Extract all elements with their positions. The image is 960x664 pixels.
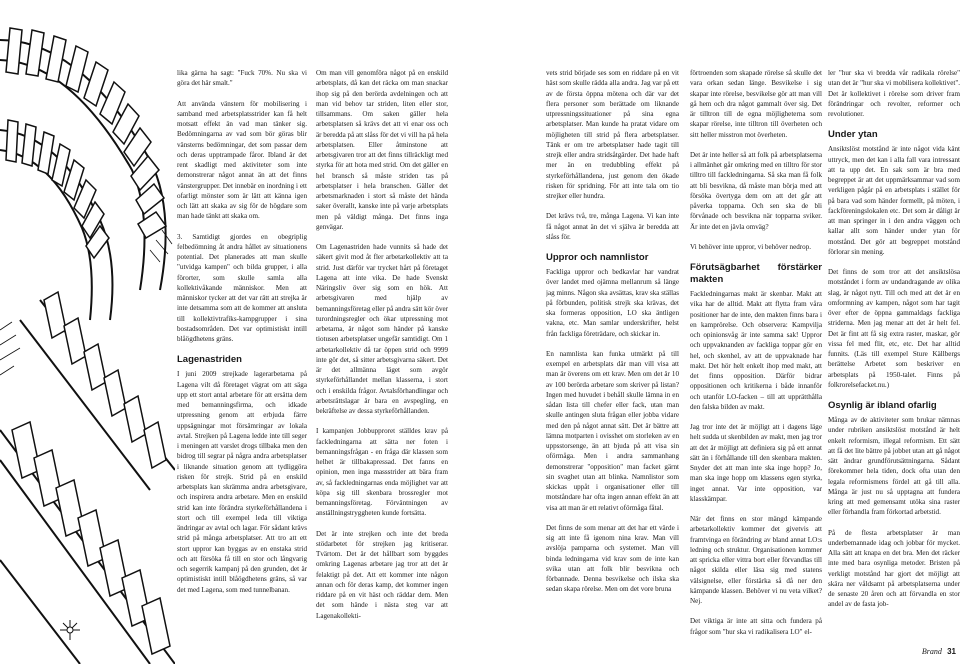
page-number: 31 bbox=[947, 647, 956, 656]
page-footer bbox=[922, 647, 956, 656]
section-heading: Osynlig är ibland ofarlig bbox=[828, 400, 937, 411]
paragraph: Fackliga uppror och bedkavlar har vandrat över landet med ojämna mellanrum så länge jag minns. Någon ska avsättas, krav ska ställas på förbunden, politisk strejk ska krävas, det ska formeras opposition, LO ska äntligen vakna, etc. Man samlar underskrifter, helst från fackliga företrädare, och skickar in. bbox=[546, 268, 679, 338]
section-heading: Uppror och namnlistor bbox=[546, 252, 649, 263]
paragraph: Det är inte strejken och inte det breda stödarbetet för strejken jag kritiserar. Tvärtom. Det är det hållbart som byggdes omkring Lagenas arbetare jag tror att det är felaktigt på det. Att ett kommer inte någon annan och för deras kamp, det kommer ingen riddare på en vit häst och räddar dem. Men det som hände i nästa steg var att Lagenakollekti- bbox=[316, 529, 448, 620]
magazine-signature: Brand bbox=[921, 647, 942, 656]
paragraph: Det krävs två, tre, många Lagena. Vi kan inte få något annat än det vi själva är beredda att slåss för. bbox=[546, 212, 679, 241]
paragraph: Jag tror inte det är möjligt att i dagens läge helt sudda ut skenbilden av makt, men jag tror att det är möjligt att definiera sig på ett annat sätt än i förhållande till den skenbara makten. Snyder det att man inte ska inge hopp? Jo, man ska inge hopp om klassens egen styrka, inget annat. Var inte opposition, var klasskämpar. bbox=[690, 423, 822, 503]
railroad-track-illustration bbox=[0, 0, 175, 664]
paragraph: förtroenden som skapade rörelse så skulle det vara orkan sedan länge. Besvikelse i sig skapar inte rörelse, besvikelse gör att man vill gå hem och dra något gammalt över sig. Det är tilltron till de egna möjligheterna som skapar rörelse, inte tilltron till överheten och sitt heller misstron mot överheten. bbox=[690, 69, 822, 139]
paragraph: Det viktiga är inte att sitta och fundera på frågor som "hur ska vi radikalisera LO" el- bbox=[690, 617, 822, 636]
paragraph: När det finns en stor mängd kämpande arbetarkollektiv kommer det givetvis att framtvinga en förändring av bland annat LO:s ledning och struktur. Organisationen kommer att spricka eller vittra bort eller förvandlas till något skilda eller läsa sig med statens välsignelse, eller förstärka så då ner den kämpande klassen. Behöver vi nu veta vilket? Nej. bbox=[690, 515, 822, 605]
text-column-4 bbox=[690, 68, 822, 638]
section-heading: Lagenastriden bbox=[177, 354, 242, 366]
paragraph: Det finns de som tror att det ansiktslösa motståndet i form av undandragande av olika slag, är något nytt. Till och med att det är en omformning av kampen, något som har tagit över efter de öppna gammaldags fackliga striderna. Men jag menar att det är helt fel. Det är fint att få sig extra raster, maskar, gör vissa fel med flit, etc, etc. Det har alltid funnits. (Läs till exempel Sture Källbergs berättelse Arbetet som beskriver en arbetsplats på 1950-talet. Finns på folkrorelsefacket.nu.) bbox=[828, 268, 960, 389]
paragraph: En namnlista kan funka utmärkt på till exempel en arbetsplats där man vill visa att man är överens om ett krav. Men om det är 10 av 100 berörda arbetare som skriver på listan? Ingen med huvudet i behåll skulle lämna in en sådan lista till chefer eller fack, utan man skulle antingen sluta frågan eller jobba vidare med den på något annat sätt. Det är bättre att lämna motparten i ovisshet om storleken av en uppsstorsenge, än att bjuda på att visa sin oförmåga. Men i andra sammanhang demonstrerar "opposition" man facket gärnt sin svaghet utan att blinka. Namnlistor som skickas uppåt i organisationer eller till motståndare har ofta ingen annan effekt än att visa att man är ett relativt oförmåga fåtal. bbox=[546, 349, 679, 512]
paragraph: vets strid började ses som en riddare på en vit häst som skulle rädda alla andra. Jag var på ett av de första öppna mötena och där var det flera personer som berättade om liknande utpressningssituationer på sina egna arbetsplatser. Man kunde ha pratat vidare om möjligheten till strid på flera arbetsplatser. Tänk er om tre arbetsplatser hade tagit till strejk eller andra stridsåtgärder. Det hade haft mer än en tredubbling effekt på styrkeförhållandena, just genom den ökade risken för spridning. För att inte tala om tio strejker eller hundra. bbox=[546, 69, 679, 200]
paragraph: Många av de aktiviteter som brukar nämnas under rubriken ansiktslöst motstånd är helt enkelt reformism, illegal reformism. Ett sätt att få det lite bättre på jobbet utan att gå något sätt ändrar grundförutsättningarna. Sådant förekommer hela tiden, dock ofta utan den legala reformismens fördel att gå till alla. Många är just nu så upptagna att fundera kring att med gemensamt utöka sina raster eller förhandla fram förkortad arbetstid. bbox=[828, 416, 960, 517]
section-heading: Förutsägbarhet förstärker makten bbox=[690, 262, 822, 285]
paragraph: I juni 2009 strejkade lagerarbetarna på Lagena vilt då företaget vägrat om att säga upp ett stort antal arbetare för att ersätta dem med bemanningsfirma, och idkade utpressning genom att erbjuda färre uppsägningar mot försämringar av lokala avtal. Strejken på Lagena ledde inte till seger i meningen att varslet drogs tillbaka men den bidrog till segrar på några andra arbetsplatser i liknande situation genom att tydliggöra risken för strejk. Strid på en enskild arbetsplats kan skrämma andra arbetsgivare, och inspirera andra arbetare. Men en enskild strid kan inte förändra styrkeförhållandena i stort och till exempel leda till viktiga ändringar av avtal och lagar. För sådant krävs strid på många arbetsplatser. Att tro att ett stort uppror kan byggas av en enstaka strid och att försöka få till en stor och långvarig och segerrik kampanj på den grunden, det är optimistiskt intill blåögdhetens gräns, så var det med Lagena, som med tunnelbanan. bbox=[177, 370, 307, 594]
paragraph: Ansiktslöst motstånd är inte något vida känt uttryck, men det kan i alla fall vara intressant att ta upp det. En sak som är bra med begreppet är att det uppmärksammar vad som verkligen pågår på en arbetsplats i stället för på bara vad som händer formellt, på möten, i fackföreningslokalen etc. Det som är dåligt är att man springer in i den andra väggen och kallar allt som händer under ytan för motstånd. Det gör att begreppet motstånd förlorar sin mening. bbox=[828, 145, 960, 256]
paragraph: 3. Samtidigt gjordes en obegriplig felbedömning åt andra hållet av situationens potential. Det planerades att man skulle "utvidga kampen" och bilda grupper, i alla förorter, som skulle samla alla kollektivåkande människor. Men att människor tycker att det var rätt att strejka är inte detsamma som att de kommer att ansluta till kollektivtrafiks-kampgrupper i sina bostadsområden. Det var optimistiskt intill blåögdhetens gräns. bbox=[177, 232, 307, 343]
paragraph: Om Lagenastriden hade vunnits så hade det säkert givit mod åt fler arbetarkollektiv att ta strid. Just därför var trycket hårt på företaget Lagena att inte vika. De hade Svenskt Näringsliv över sig som en hök. Att arbetsgivaren med hjälp av bemanningsföretag eller på andra sätt kör över turordningsregler och ökar utpressning mot arbetarna, är något som händer på kanske tiotusen arbetsplatser ungefär samtidigt. Om 1 arbetarkollektiv då tar öppen strid och 9999 inte gör det, så sitter arbetsgivarna säkert. Det är det allmänna läget som avgör styrkeförhållandet mellan klasserna, i stort och i enskilda frågor. Avtalsförhandlingar och arbetsrättslagar är bara en avspegling, en bekräftelse av dessa styrkeförhållanden. bbox=[316, 243, 448, 415]
paragraph: Fackledningarnas makt är skenbar. Makt att vika har de alltid. Makt att flytta fram våra positioner har de inte, den makten finns bara i en kamprörelse. Och observera: Kampvilja och opinionsvåg är inte samma sak! Uppror och uppvaknanden av fackliga toppar gör en hel, och skenhel, av att de uppvaknade har makt. Det hör helt enkelt ihop med makt, att det finns opposition. Därför bidrar oppositionen och kritikerna i både innanför och utanför LO-facken – till att upprätthålla den falska bilden av makt. bbox=[690, 290, 822, 411]
section-heading: Under ytan bbox=[828, 129, 878, 141]
paragraph: Vi behöver inte uppror, vi behöver nedrop. bbox=[690, 242, 812, 251]
text-column-5 bbox=[828, 68, 960, 638]
paragraph: Om man vill genomföra något på en enskild arbetsplats, då kan det räcka om man snackar ihop sig på den berörda avdelningen och att man vid behov tar striden, liten eller stor, tillsammans. Om saken gäller hela arbetsplatsen så krävs det att vi enar oss och är beredda på att slåss för det vi vill ha på hela arbetsplatsen. Eller åtminstone att arbetsgivaren tror att det finns tillräckligt med styrka för att hota med strid. Om det gäller en hel bransch så måste striden tas på arbetsplatser i hela branschen. Gäller det arbetsmarknaden i stort så måste det hända saker överallt, kanske inte på varje arbetsplats men på väldigt många. Det finns inga genvägar. bbox=[316, 69, 448, 231]
text-column-1 bbox=[177, 68, 307, 638]
paragraph: Det är inte heller så att folk på arbetsplatserna i allmänhet går omkring med en tilltro för stor tilltro till fackledningarna. Så ska man få folk att bli besvikna, då måste man börja med att försöka övertyga dem om att det går att påverka topparna. Och sen ska de bli förvånade och besvikna när topparna sviker. Är inte det en jävla omväg? bbox=[690, 150, 822, 231]
text-column-2 bbox=[316, 68, 448, 638]
paragraph: Det finns de som menar att det har ett värde i sig att inte få igenom nina krav. Man vill avslöja pamparna och systemet. Man vill binda ledningarna vid krav som de inte kan svika utan att folk blir besvikna och förbannade. Denna besvikelse och ilska ska sedan skapa rörelse. Men om det vore bruna bbox=[546, 523, 679, 594]
text-column-3 bbox=[546, 68, 679, 638]
paragraph: I kampanjen Jobbupproret ställdes krav på fackledningarna att sätta ner foten i bemanningsfrågan - en fråga där klassen som helhet är tillbakapressad. Det fanns en opinion, men inga massstrider att bära fram av, så fackledningarnas enda möjlighet var att köpa sig till skenbara brossregler mot bemanningsföretag. Förväntningen av anställningstryggheten kunde fortsätta. bbox=[316, 427, 448, 518]
paragraph: lika gärna ha sagt: "Fuck 70%. Nu ska vi göra det här smalt." bbox=[177, 69, 307, 88]
paragraph: På de flesta arbetsplatser är man underbemannade idag och jobbar för mycket. Alla sätt att knapa en det bra. Men det räcker inte med bara osynliga metoder. Bristen på verkligt motstånd har gjort det möjligt att skära ner våldsamt på arbetsplatserna under de senaste 20 åren och att förvandla en stor andel av de fasta job- bbox=[828, 528, 960, 609]
paragraph: Att använda vänstern för mobilisering i samband med arbetsplatsstrider kan få helt motsatt effekt än vad man tänker sig. Bedömningarna av vad som bör göras blir vänsterns bedömningar, det som passar dem och deras upptrampade fåror. Ibland är det rent skadligt med aktiviteter som inte demonstrerar något annat än att det finns vänstergrupper. Det innebär en inordning i ett ofarligt mönster som är lätt att känna igen och lätt att skaka av sig för de högdare som man hade tänkt att skaka om. bbox=[177, 99, 307, 221]
paragraph: ler "hur ska vi bredda vår radikala rörelse" utan det är "hur ska vi mobilisera kollektivet". Det är kollektivet i rörelse som driver fram förändringar och revolter, reformer och revolutioner. bbox=[828, 69, 960, 118]
